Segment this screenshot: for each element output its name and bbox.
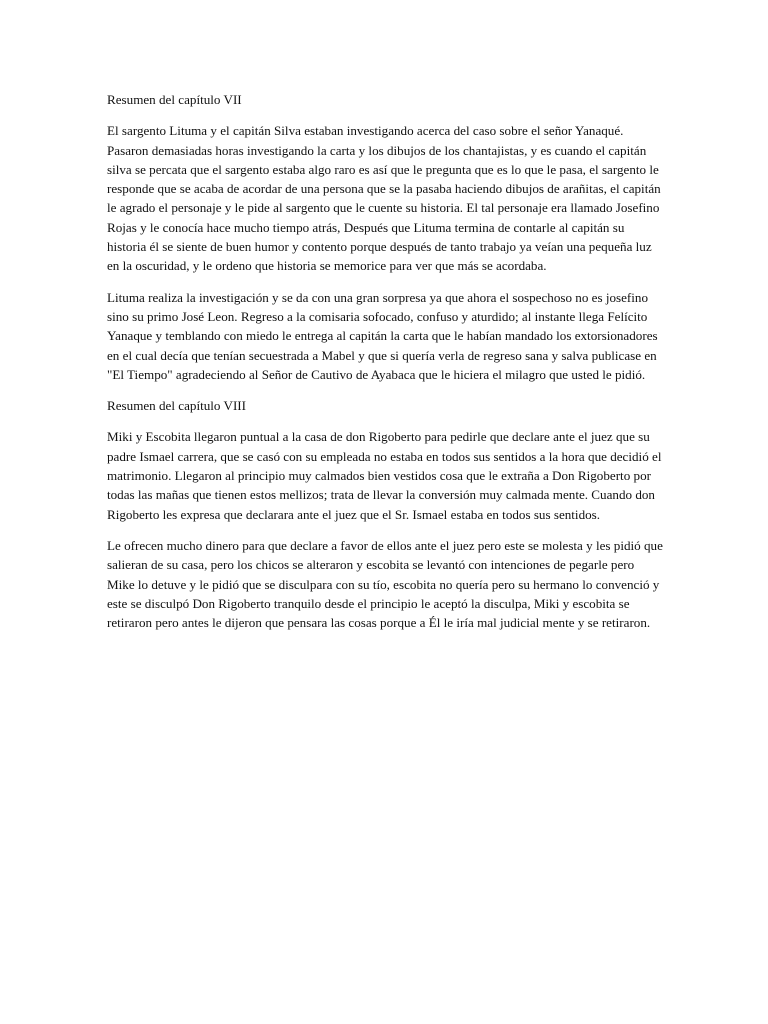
paragraph: Lituma realiza la investigación y se da con una gran sorpresa ya que ahora el sospechoso no es josefino sino su primo José Leon. Regreso a la comisaria sofocado, confuso y aturdido; al instante llega Felícito Yanaque y temblando con miedo le entrega al capitán la carta que le habían mandado los extorsionadores en el cual decía que tenían secuestrada a Mabel y que si quería verla de regreso sana y salva publicase en "El Tiempo" agradeciendo al Señor de Cautivo de Ayabaca que le hiciera el milagro que usted le pidió.	[107, 289, 658, 382]
document-body	[107, 90, 663, 644]
section-heading-chapter-8: Resumen del capítulo VIII	[107, 398, 247, 414]
section-heading-chapter-7: Resumen del capítulo VII	[107, 92, 242, 107]
paragraph: El sargento Lituma y el capitán Silva estaban investigando acerca del caso sobre el señor Yanaqué. Pasaron demasiadas horas investigando la carta y los dibujos de los chantajistas, y es cuando el capitán silva se percata que el sargento estaba algo raro es así que le pregunta que es lo que le pasa, el sargento le responde que se acaba de acordar de una persona que se la pasaba haciendo dibujos de arañitas, el capitán le agrado el personaje y le pide al sargento que le cuente su historia. El tal personaje era llamado Josefino Rojas y le conocía hace mucho tiempo atrás, Después que Lituma termina de contarle al capitán su historia él se siente de buen humor y contento porque después de tanto trabajo ya veían una pequeña luz en la oscuridad, y le ordeno que historia se memorice para ver que más se acordaba.	[107, 123, 661, 274]
paragraph: Le ofrecen mucho dinero para que declare a favor de ellos ante el juez pero este se molesta y les pidió que salieran de su casa, pero los chicos se alteraron y escobita se levantó con intenciones de pegarle pero Mike lo detuve y le pidió que se disculpara con su tío, escobita no quería pero su hermano lo convenció y este se disculpó Don Rigoberto tranquilo desde el principio le aceptó la disculpa, Miki y escobita se retiraron pero antes le dijeron que pensara las cosas porque a Él le iría mal judicial mente y se retiraron.	[107, 537, 663, 631]
paragraph: Miki y Escobita llegaron puntual a la casa de don Rigoberto para pedirle que declare ante el juez que su padre Ismael carrera, que se casó con su empleada no estaba en todos sus sentidos a la hora que decidió el matrimonio. Llegaron al principio muy calmados bien vestidos cosa que le extraña a Don Rigoberto por todas las mañas que tienen estos mellizos; trata de llevar la conversión muy calmada mente. Cuando don Rigoberto les expresa que declarara ante el juez que el Sr. Ismael estaba en todos sus sentidos.	[107, 429, 662, 522]
